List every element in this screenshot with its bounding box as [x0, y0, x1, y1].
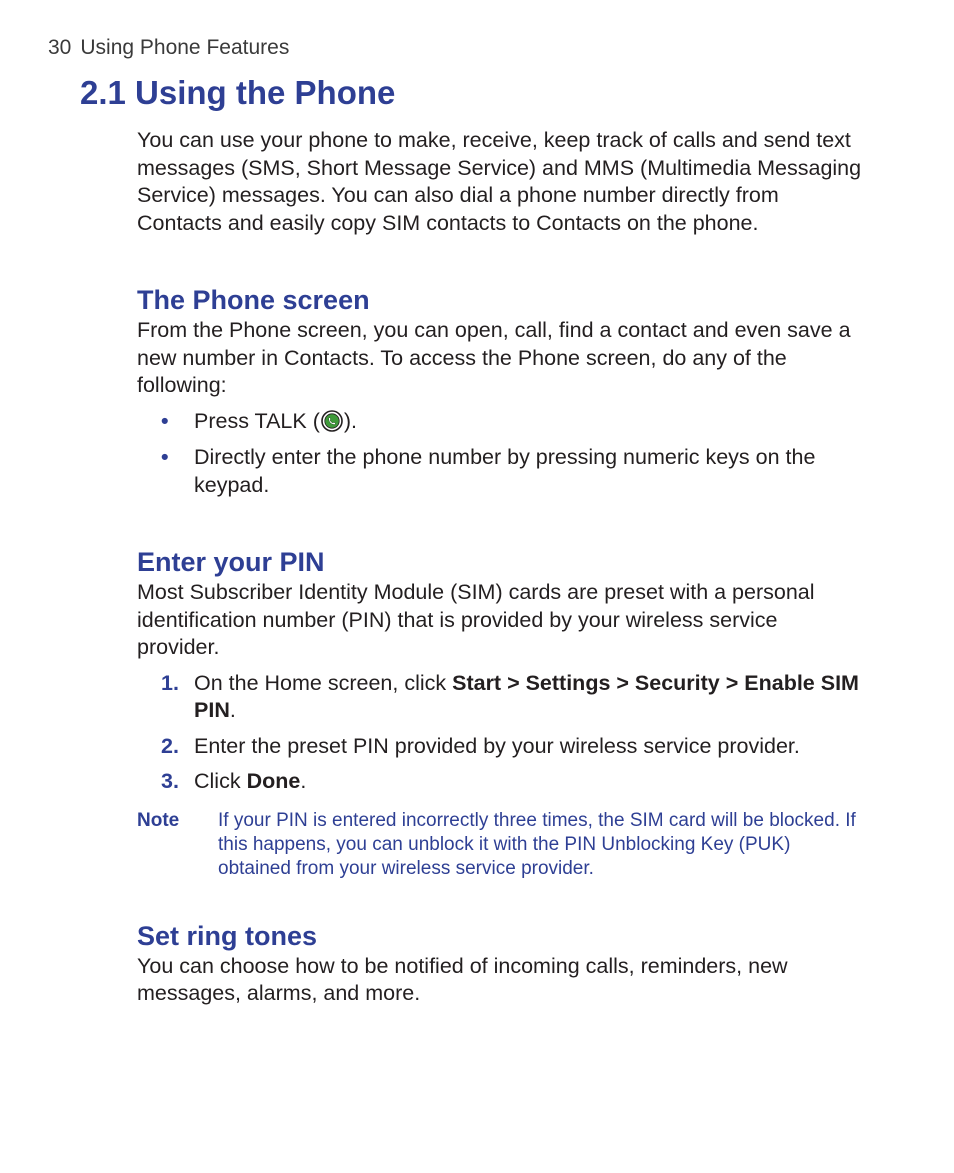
- section-body-enter-pin: Most Subscriber Identity Module (SIM) cards are preset with a personal identification number (PIN) that is provided by your wireless service provider.: [137, 580, 815, 659]
- talk-phone-icon: [321, 410, 343, 432]
- list-item: [137, 733, 862, 761]
- step-done-label: Done: [246, 769, 301, 793]
- note-label: Note: [137, 809, 180, 831]
- step-text-end: .: [300, 769, 307, 793]
- section-title-phone-screen: The Phone screen: [137, 285, 370, 315]
- step-number: 1.: [161, 670, 179, 695]
- step-text: Click: [194, 769, 247, 793]
- section-ring-tones: [137, 919, 862, 1008]
- running-title: Using Phone Features: [80, 36, 290, 59]
- chapter-intro: You can use your phone to make, receive, keep track of calls and send text messages (SMS, Short Message Service) and MMS (Multimedia Messaging Service) messages. You can also dial a phone number directly from Contacts and easily copy SIM contacts to Contacts on the phone.: [137, 128, 862, 235]
- step-text: On the Home screen, click: [194, 670, 453, 695]
- step-text: Enter the preset PIN provided by your wireless service provider.: [194, 733, 800, 758]
- chapter-title: 2.1 Using the Phone: [80, 74, 396, 111]
- step-number: 3.: [161, 769, 179, 793]
- step-menu-path: Start > Settings > Security > Enable SIM PIN: [194, 670, 859, 722]
- list-item: [137, 444, 862, 499]
- bullet-text: Press TALK (: [194, 408, 320, 433]
- list-item: [137, 408, 862, 436]
- page-content: [137, 127, 862, 1008]
- section-title-ring-tones: Set ring tones: [137, 920, 318, 951]
- list-item: [137, 768, 862, 796]
- note-block: [137, 809, 862, 881]
- bullet-marker: •: [161, 445, 169, 469]
- section-body-phone-screen: From the Phone screen, you can open, call, find a contact and even save a new number in Contacts. To access the Phone screen, do any of the following:: [137, 318, 851, 397]
- section-title-enter-pin: Enter your PIN: [137, 547, 325, 577]
- list-item: [137, 670, 862, 725]
- page-header: [48, 36, 289, 60]
- bullet-list: [137, 408, 862, 500]
- steps-list: [137, 670, 862, 796]
- note-text: If your PIN is entered incorrectly three times, the SIM card will be blocked. If this happens, you can unblock it with the PIN Unblocking Key (PUK) obtained from your wireless service provider.: [218, 809, 856, 879]
- bullet-marker: •: [161, 408, 169, 433]
- bullet-text: Directly enter the phone number by pressing numeric keys on the keypad.: [194, 445, 816, 497]
- section-body-ring-tones: You can choose how to be notified of incoming calls, reminders, new messages, alarms, and more.: [137, 953, 788, 1005]
- section-enter-pin: [137, 545, 862, 881]
- bullet-text-end: ).: [343, 408, 357, 433]
- step-number: 2.: [161, 733, 179, 758]
- section-phone-screen: [137, 283, 862, 499]
- step-text-end: .: [229, 698, 236, 722]
- page-number: 30: [48, 36, 72, 59]
